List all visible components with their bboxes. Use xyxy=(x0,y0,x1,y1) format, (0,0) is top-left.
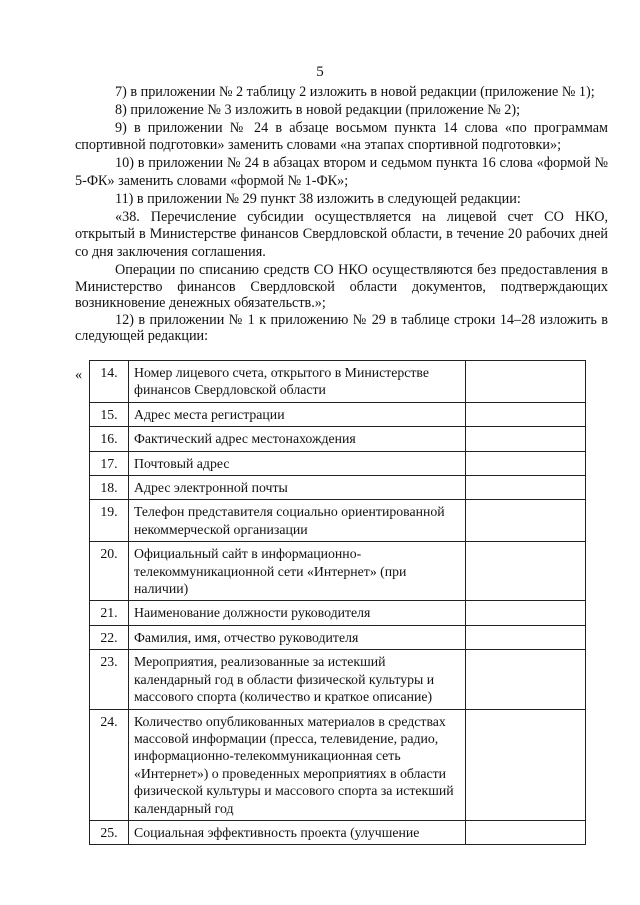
row-number: 23. xyxy=(90,650,129,709)
row-number: 21. xyxy=(90,601,129,625)
body-text xyxy=(75,84,608,345)
page-number: 5 xyxy=(316,64,324,80)
table-row xyxy=(90,451,586,475)
table-open-quote: « xyxy=(75,367,83,383)
paragraph-operations: Операции по списанию средств СО НКО осуществляются без предоставления в Министерство финансов Свердловской области документов, подтверждающих возникновение денежных обязательств.»; xyxy=(75,261,608,312)
row-name: Количество опубликованных материалов в средствах массовой информации (пресса, телевидение, радио, информационно-телекоммуникационная сеть «Интернет») о проведенных мероприятиях в области физической культуры и массового спорта за истекший календарный год xyxy=(129,709,466,820)
row-value xyxy=(466,402,586,426)
row-name: Фамилия, имя, отчество руководителя xyxy=(129,625,466,649)
row-value xyxy=(466,500,586,542)
row-value xyxy=(466,625,586,649)
row-name: Официальный сайт в информационно-телекоммуникационной сети «Интернет» (при наличии) xyxy=(129,542,466,601)
row-number: 25. xyxy=(90,820,129,844)
table-row xyxy=(90,601,586,625)
row-name: Номер лицевого счета, открытого в Министерстве финансов Свердловской области xyxy=(129,361,466,403)
row-number: 24. xyxy=(90,709,129,820)
table-row xyxy=(90,625,586,649)
paragraph-11: 11) в приложении № 29 пункт 38 изложить в следующей редакции: xyxy=(115,190,521,207)
table-row xyxy=(90,820,586,844)
row-number: 18. xyxy=(90,476,129,500)
row-value xyxy=(466,427,586,451)
table-row xyxy=(90,709,586,820)
row-number: 17. xyxy=(90,451,129,475)
paragraph-38: «38. Перечисление субсидии осуществляется на лицевой счет СО НКО, открытый в Министерстве финансов Свердловской области, в течение 20 рабочих дней со дня заключения соглашения. xyxy=(75,208,608,261)
paragraph-12: 12) в приложении № 1 к приложению № 29 в таблице строки 14–28 изложить в следующей редакции: xyxy=(75,311,608,345)
row-name: Телефон представителя социально ориентированной некоммерческой организации xyxy=(129,500,466,542)
table-row xyxy=(90,650,586,709)
row-name: Фактический адрес местонахождения xyxy=(129,427,466,451)
paragraph-10: 10) в приложении № 24 в абзацах втором и седьмом пункта 16 слова «формой № 5-ФК» заменить словами «формой № 1-ФК»; xyxy=(75,155,608,189)
row-value xyxy=(466,709,586,820)
row-value xyxy=(466,542,586,601)
row-number: 14. xyxy=(90,361,129,403)
paragraph-9: 9) в приложении № 24 в абзаце восьмом пункта 14 слова «по программам спортивной подготовки» заменить словами «на этапах спортивной подготовки»; xyxy=(75,119,608,154)
table-row xyxy=(90,476,586,500)
table-row xyxy=(90,402,586,426)
table-row xyxy=(90,361,586,403)
paragraph-8: 8) приложение № 3 изложить в новой редакции (приложение № 2); xyxy=(115,101,521,118)
row-value xyxy=(466,601,586,625)
row-number: 19. xyxy=(90,500,129,542)
row-name: Почтовый адрес xyxy=(129,451,466,475)
table-row xyxy=(90,427,586,451)
row-value xyxy=(466,820,586,844)
row-number: 16. xyxy=(90,427,129,451)
row-value xyxy=(466,650,586,709)
paragraph-7: 7) в приложении № 2 таблицу 2 изложить в новой редакции (приложение № 1); xyxy=(115,84,595,100)
row-name: Адрес электронной почты xyxy=(129,476,466,500)
row-value xyxy=(466,451,586,475)
row-value xyxy=(466,476,586,500)
replacement-table xyxy=(89,360,586,845)
row-number: 20. xyxy=(90,542,129,601)
row-name: Наименование должности руководителя xyxy=(129,601,466,625)
table-row xyxy=(90,500,586,542)
table-row xyxy=(90,542,586,601)
row-number: 22. xyxy=(90,625,129,649)
row-value xyxy=(466,361,586,403)
row-number: 15. xyxy=(90,402,129,426)
row-name: Мероприятия, реализованные за истекший календарный год в области физической культуры и массового спорта (количество и краткое описание) xyxy=(129,650,466,709)
row-name: Социальная эффективность проекта (улучшение xyxy=(129,820,466,844)
row-name: Адрес места регистрации xyxy=(129,402,466,426)
